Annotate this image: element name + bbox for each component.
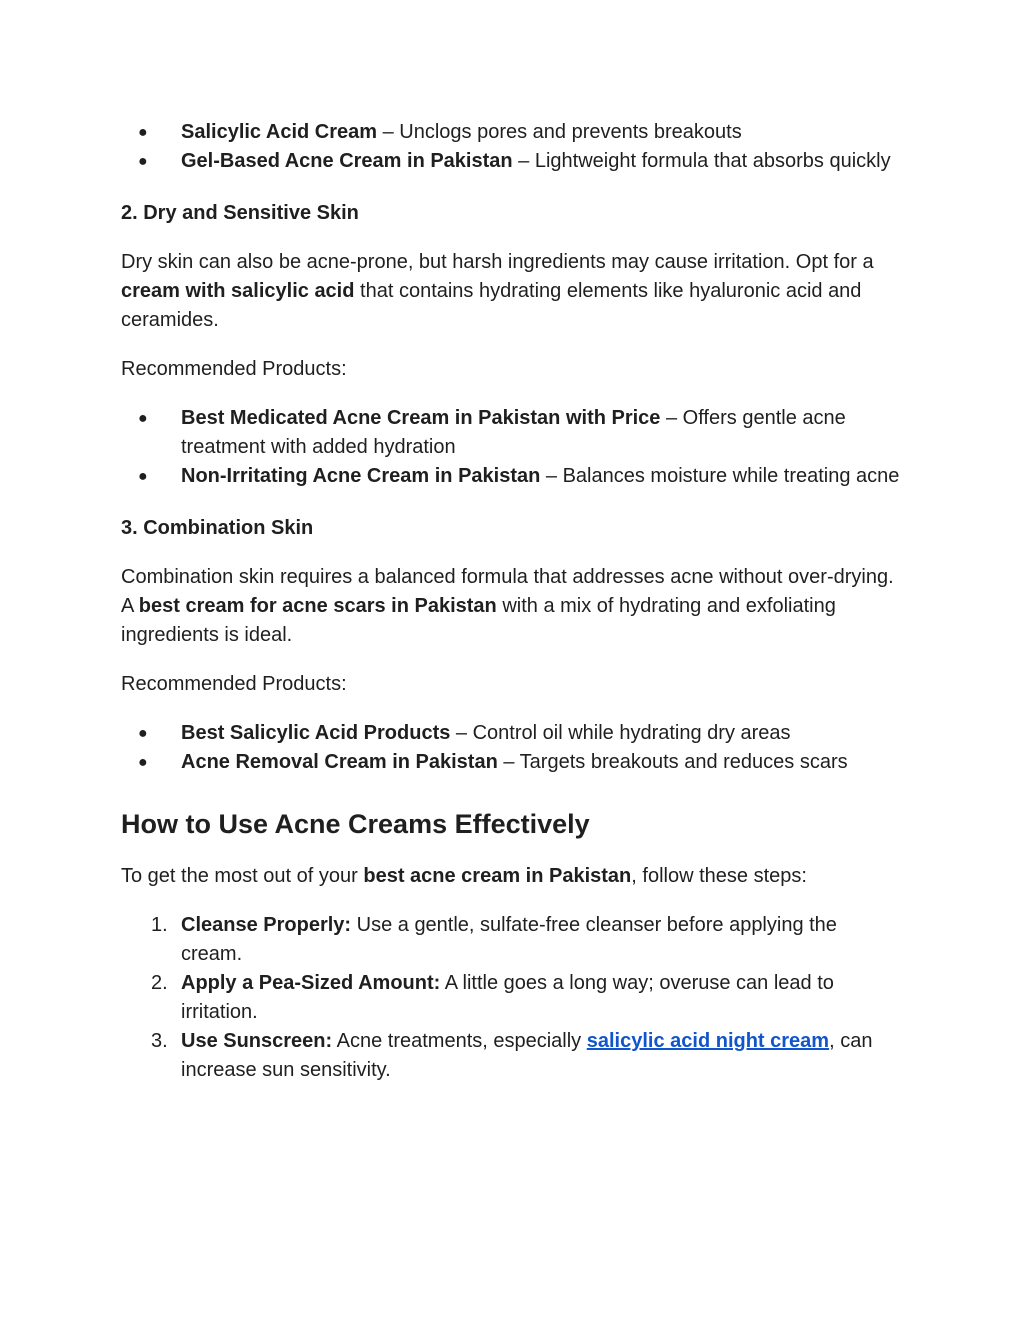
text-span: Combination skin requires a balanced formula that addresses acne without over-drying. A xyxy=(121,566,894,617)
product-name: Best Medicated Acne Cream in Pakistan with Price xyxy=(181,407,661,429)
text-span: Dry skin can also be acne-prone, but harsh ingredients may cause irritation. Opt for a xyxy=(121,251,874,273)
product-description: – Unclogs pores and prevents breakouts xyxy=(377,121,742,143)
salicylic-acid-night-cream-link[interactable]: salicylic acid night cream xyxy=(586,1030,830,1052)
list-item xyxy=(121,748,901,777)
product-description: – Targets breakouts and reduces scars xyxy=(497,751,848,773)
product-description: – Control oil while hydrating dry areas xyxy=(450,722,791,744)
list-item xyxy=(121,462,901,491)
product-description: – Lightweight formula that absorbs quickly xyxy=(512,150,891,172)
bullet-icon: ● xyxy=(138,410,148,427)
step-text: A little goes a long way; overuse can lead to irritation. xyxy=(181,972,834,1023)
how-to-intro xyxy=(121,862,901,891)
bold-text: best cream for acne scars in Pakistan xyxy=(138,595,497,617)
list-item xyxy=(121,911,901,969)
combination-skin-product-list xyxy=(121,719,901,777)
list-item xyxy=(121,969,901,1027)
product-name: Non-Irritating Acne Cream in Pakistan xyxy=(181,465,541,487)
combination-skin-paragraph xyxy=(121,563,901,650)
bullet-icon: ● xyxy=(138,124,148,141)
section-heading-combination-skin: 3. Combination Skin xyxy=(121,517,314,539)
step-number: 1. xyxy=(151,914,168,936)
text-span: To get the most out of your xyxy=(121,865,364,887)
document-page xyxy=(121,118,901,1085)
list-item xyxy=(121,1027,901,1085)
section-heading-how-to-use: How to Use Acne Creams Effectively xyxy=(121,809,590,839)
section-heading-dry-skin: 2. Dry and Sensitive Skin xyxy=(121,202,359,224)
dry-skin-paragraph xyxy=(121,248,901,335)
dry-skin-product-list xyxy=(121,404,901,491)
product-description: – Offers gentle acne treatment with added hydration xyxy=(181,407,846,458)
product-name: Best Salicylic Acid Products xyxy=(181,722,451,744)
recommended-label: Recommended Products: xyxy=(121,673,347,695)
oily-skin-product-list xyxy=(121,118,901,176)
step-title: Use Sunscreen: xyxy=(181,1030,333,1052)
list-item xyxy=(121,719,901,748)
product-name: Salicylic Acid Cream xyxy=(181,121,378,143)
text-span: with a mix of hydrating and exfoliating ingredients is ideal. xyxy=(121,595,836,646)
step-number: 2. xyxy=(151,972,168,994)
usage-steps-list xyxy=(121,911,901,1085)
step-title: Cleanse Properly: xyxy=(181,914,352,936)
bullet-icon: ● xyxy=(138,754,148,771)
bullet-icon: ● xyxy=(138,725,148,742)
step-title: Apply a Pea-Sized Amount: xyxy=(181,972,441,994)
bold-text: best acne cream in Pakistan xyxy=(363,865,632,887)
step-text: , can increase sun sensitivity. xyxy=(181,1030,873,1081)
product-name: Gel-Based Acne Cream in Pakistan xyxy=(181,150,513,172)
bullet-icon: ● xyxy=(138,153,148,170)
list-item xyxy=(121,404,901,462)
product-description: – Balances moisture while treating acne xyxy=(540,465,900,487)
bullet-icon: ● xyxy=(138,468,148,485)
product-name: Acne Removal Cream in Pakistan xyxy=(181,751,498,773)
step-number: 3. xyxy=(151,1030,168,1052)
text-span: that contains hydrating elements like hyaluronic acid and ceramides. xyxy=(121,280,862,331)
bold-text: cream with salicylic acid xyxy=(121,280,355,302)
recommended-label: Recommended Products: xyxy=(121,358,347,380)
step-text: Use a gentle, sulfate-free cleanser before applying the cream. xyxy=(181,914,837,965)
text-span: , follow these steps: xyxy=(631,865,807,887)
step-text: Acne treatments, especially xyxy=(332,1030,587,1052)
list-item xyxy=(121,118,901,147)
list-item xyxy=(121,147,901,176)
